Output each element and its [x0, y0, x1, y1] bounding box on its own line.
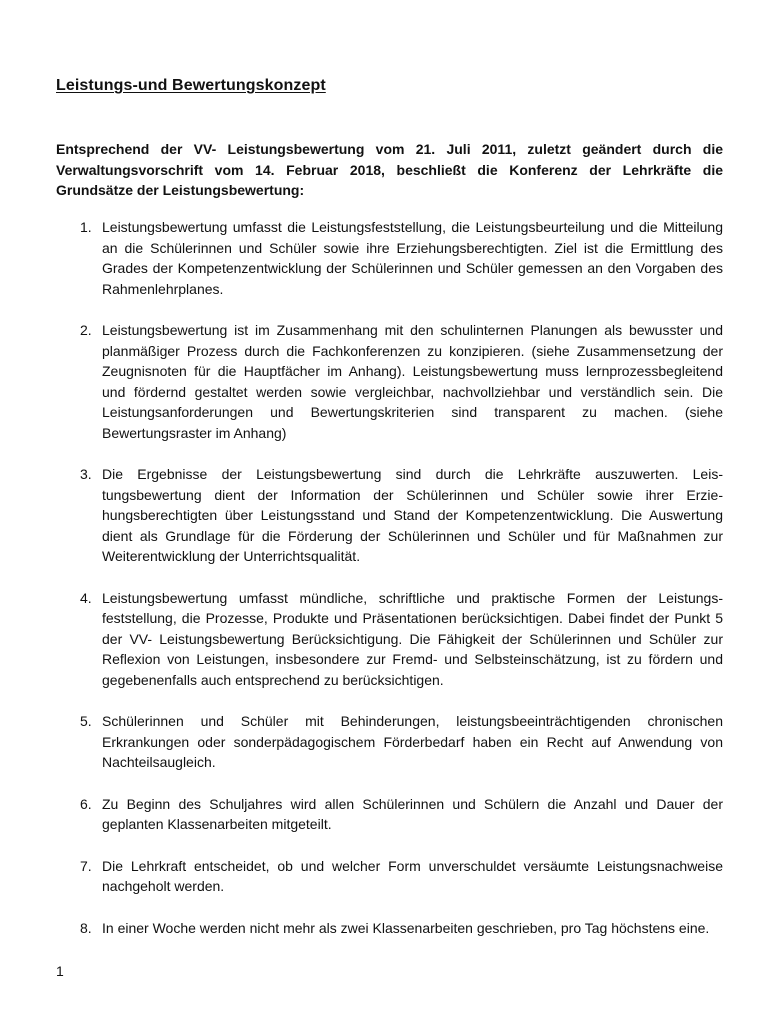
- list-item: [56, 918, 723, 939]
- list-item-text: Leistungsbewertung umfasst die Leistungsfeststellung, die Leistungsbeurteilung und die Mitteilung an die Schülerinnen und Schüler sowie ihre Erziehungsberechtigten. Ziel ist die Ermittlung des Grades der Kompetenzentwicklung der Schülerinnen und Schüler gemessen an den Vorgaben des Rahmenlehrplanes.: [102, 219, 723, 297]
- list-item-text: Leistungsbewertung umfasst mündliche, schriftliche und praktische Formen der Leistungsfeststellung, die Prozesse, Produkte und Präsentationen berücksichtigen. Dabei findet der Punkt 5 der VV- Leistungsbewertung Berücksichtigung. Die Fähigkeit der Schülerinnen und Schüler zur Reflexion von Leistungen, insbesondere zur Fremd- und Selbsteinschätzung, ist zu fördern und gegebenenfalls auch entsprechend zu berücksichtigen.: [102, 589, 723, 688]
- list-item-text: Die Ergebnisse der Leistungsbewertung sind durch die Lehrkräfte auszuwerten. Leistungsbewertung dient der Information der Schülerinnen und Schüler sowie ihrer Erziehungsberechtigten über Leistungsstand und Stand der Kompetenzentwicklung. Die Auswertung dient als Grundlage für die Förderung der Schülerinnen und Schüler und für Maßnahmen zur Weiterentwicklung der Unterrichtsqualität.: [102, 466, 723, 564]
- list-item: [56, 711, 723, 773]
- list-item-text: Die Lehrkraft entscheidet, ob und welcher Form unverschuldet versäumte Leistungsnachweise nachgeholt werden.: [102, 857, 723, 894]
- list-item-text: Zu Beginn des Schuljahres wird allen Schülerinnen und Schülern die Anzahl und Dauer der geplanten Klassenarbeiten mitgeteilt.: [102, 795, 723, 832]
- list-item-number: 4.: [80, 589, 92, 606]
- list-item-number: 7.: [80, 857, 92, 874]
- list-item: [56, 217, 723, 299]
- list-item-number: 6.: [80, 795, 92, 812]
- list-item: [56, 794, 723, 835]
- page-number: 1: [56, 963, 64, 979]
- list-item-text: In einer Woche werden nicht mehr als zwei Klassenarbeiten geschrieben, pro Tag höchstens eine.: [102, 919, 710, 936]
- list-item-number: 2.: [80, 322, 92, 338]
- list-item-number: 8.: [80, 919, 92, 936]
- document-title: Leistungs-und Bewertungskonzept: [56, 77, 326, 94]
- list-item-text: Leistungsbewertung ist im Zusammenhang mit den schulinternen Planungen als bewusster und planmäßiger Prozess durch die Fachkonferenzen zu konzipieren. (siehe Zusammensetzung der Zeugnisnoten für die Hauptfächer im Anhang). Leistungsbewertung muss lernprozessbegleitend und fördernd gestaltet werden sowie vergleichbar, nachvollziehbar und verständlich sein. Die Leistungsanforderungen und Bewertungskriterien sind transparent zu machen. (siehe Bewertungsraster im Anhang): [102, 322, 723, 441]
- intro-paragraph: Entsprechend der VV- Leistungsbewertung vom 21. Juli 2011, zuletzt geändert durch die Verwaltungsvorschrift vom 14. Februar 2018, beschließt die Konferenz der Lehrkräfte die Grundsätze der Leistungsbewertung:: [56, 141, 723, 198]
- list-item-number: 5.: [80, 713, 92, 729]
- list-item: [56, 588, 723, 691]
- list-item-text: Schülerinnen und Schüler mit Behinderungen, leistungsbeeinträchtigenden chronischen Erkrankungen oder sonderpädagogischem Förderbedarf haben ein Recht auf Anwendung von Nachteilsaugleich.: [102, 713, 723, 770]
- list-item-number: 1.: [80, 219, 92, 235]
- list-item: [56, 464, 723, 567]
- principles-list: [56, 217, 723, 938]
- list-item-number: 3.: [80, 466, 92, 482]
- list-item: [56, 856, 723, 897]
- list-item: [56, 320, 723, 443]
